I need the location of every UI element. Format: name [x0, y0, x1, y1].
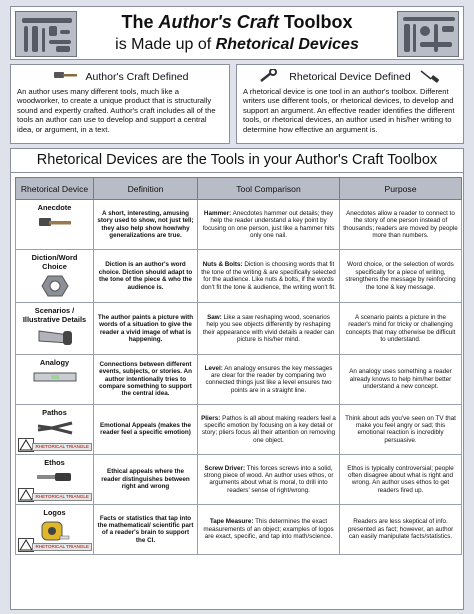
screwdriver-icon	[419, 69, 441, 86]
table-row	[16, 250, 462, 303]
level-icon	[19, 370, 90, 386]
definition-cell: Ethical appeals where the reader distinguishes between right and wrong	[94, 454, 198, 504]
saw-icon	[19, 327, 90, 351]
table-row	[16, 354, 462, 404]
pliers-icon	[19, 420, 90, 438]
tool-name: Saw:	[207, 313, 222, 321]
purpose-cell: A scenario paints a picture in the reader's mind for tricky or challenging concepts that may otherwise be difficult to understand.	[340, 303, 462, 354]
rhetorical-triangle-tag: RHETORICAL TRIANGLE	[32, 543, 92, 551]
page-title: The Author's Craft Toolbox	[121, 12, 353, 32]
tool-name: Hammer:	[203, 209, 232, 217]
table-title: Rhetorical Devices are the Tools in your Author's Craft Toolbox	[11, 149, 463, 173]
device-name: Ethos	[44, 457, 65, 467]
device-name: Pathos	[42, 407, 67, 417]
devices-table	[15, 177, 462, 555]
definition-cell: Facts or statistics that tap into the mathematical/ scientific part of a reader's brain to support the CI.	[94, 504, 198, 554]
tool-comparison-cell	[198, 354, 340, 404]
header-definition: Definition	[94, 178, 198, 200]
screwdriver-icon	[19, 470, 90, 486]
device-cell	[16, 303, 94, 354]
device-name: Diction/Word Choice	[31, 253, 78, 271]
rhetorical-triangle-tag: RHETORICAL TRIANGLE	[32, 443, 92, 451]
device-cell	[16, 354, 94, 404]
definition-cell: Connections between different events, subjects, or stories. An author intentionally tries to compare something to support the central idea.	[94, 354, 198, 404]
table-row	[16, 504, 462, 554]
device-cell	[16, 404, 94, 454]
rhetorical-device-text: A rhetorical device is one tool in an author's toolbox. Different writers use different tools, or rhetorical devices, to develop and support an argument. An effective reader identifies the different tools, or rhetorical devices, an author used in his/her writing to determine how effective an argument is.	[243, 87, 455, 134]
definition-cell: The author paints a picture with words of a situation to give the reader a vivid image of what is happening.	[94, 303, 198, 354]
tool-comparison-cell	[198, 504, 340, 554]
tool-text: Pathos is all about making readers feel a specific emotion by focusing on a key detail or story; pliers focus all their attention on removing one object.	[201, 414, 336, 444]
table-row	[16, 303, 462, 354]
toolbox-image-left	[15, 11, 77, 57]
table-row	[16, 404, 462, 454]
header-purpose: Purpose	[340, 178, 462, 200]
tool-text: This determines the exact measurements of an object; examples of logos are exact, specific, and tap into math/science.	[203, 518, 334, 541]
tool-comparison-cell	[198, 250, 340, 303]
device-cell	[16, 250, 94, 303]
device-cell	[16, 504, 94, 554]
tool-text: Diction is choosing words that fit the tone of the writing & are specifically selected for the audience. Like nuts & bolts, if the words don't fit the tone & audience, the writing won't fit.	[201, 261, 336, 291]
header-device: Rhetorical Device	[16, 178, 94, 200]
rhetorical-triangle-tag: RHETORICAL TRIANGLE	[32, 493, 92, 501]
table-row	[16, 200, 462, 250]
definition-cell: A short, interesting, amusing story used to show, not just tell; they also help show how/why generalizations are true.	[94, 200, 198, 250]
tool-text: Anecdotes hammer out details; they help the reader understand a key point by focusing on one person, just like a hammer hits only one nail.	[202, 209, 335, 239]
hammer-icon	[52, 69, 78, 86]
tool-comparison-cell	[198, 404, 340, 454]
page-subtitle: is Made up of Rhetorical Devices	[115, 36, 359, 53]
purpose-cell: Word choice, or the selection of words specifically for a piece of writing, strengthens the message by reinforcing the tone & key message.	[340, 250, 462, 303]
tool-name: Tape Measure:	[209, 518, 254, 526]
purpose-cell: An analogy uses something a reader already knows to help him/her better understand a new concept.	[340, 354, 462, 404]
wrench-icon	[259, 69, 281, 86]
tool-text: This forces screws into a solid, strong piece of wood. An author uses ethos, or arguments about what is moral, to drill into readers' sense of right/wrong.	[203, 464, 334, 494]
rhetorical-device-heading: Rhetorical Device Defined	[243, 69, 457, 85]
device-cell	[16, 454, 94, 504]
toolbox-image-right	[397, 11, 459, 57]
hammer-icon	[19, 215, 90, 237]
tool-comparison-cell	[198, 454, 340, 504]
rhetorical-device-definition-box	[236, 64, 464, 144]
device-name: Scenarios / Illustrative Details	[22, 306, 87, 325]
device-name: Analogy	[39, 357, 70, 367]
table-row	[16, 454, 462, 504]
tool-comparison-cell	[198, 303, 340, 354]
device-cell	[16, 200, 94, 250]
purpose-cell: Readers are less skeptical of info. presented as fact; however, an author can easily manipulate facts/statistics.	[340, 504, 462, 554]
definition-cell: Emotional Appeals (makes the reader feel a specific emotion)	[94, 404, 198, 454]
tool-text: An analogy ensures the key messages are clear for the reader by comparing two connected things just like a level ensures two points are in a straight line.	[205, 364, 333, 394]
device-name: Logos	[43, 507, 66, 517]
authors-craft-heading: Author's Craft Defined	[17, 69, 223, 85]
table-header-row	[16, 178, 462, 200]
header-banner	[10, 6, 464, 60]
purpose-cell: Anecdotes allow a reader to connect to the story of one person instead of thousands; readers are moved by people more than numbers.	[340, 200, 462, 250]
definition-cell: Diction is an author's word choice. Diction should adapt to the tone of the piece & who the audience is.	[94, 250, 198, 303]
authors-craft-definition-box	[10, 64, 230, 144]
tool-name: Level:	[204, 364, 223, 372]
tool-name: Pliers:	[201, 414, 221, 422]
purpose-cell: Think about ads you've seen on TV that make you feel angry or sad; this emotional reaction is incredibly persuasive.	[340, 404, 462, 454]
devices-table-section	[10, 148, 464, 610]
purpose-cell: Ethos is typically controversial; people often disagree about what is right and wrong. An author uses ethos to get readers fired up.	[340, 454, 462, 504]
tool-text: Like a saw reshaping wood, scenarios help you see objects differently by reshaping their appearance with vivid details a reader can picture is his/her mind.	[202, 313, 335, 344]
device-name: Anecdote	[37, 203, 72, 212]
nut-icon	[19, 274, 90, 300]
header-tool-comparison: Tool Comparison	[198, 178, 340, 200]
tool-name: Nuts & Bolts:	[202, 261, 243, 269]
tool-name: Screw Driver:	[204, 464, 246, 472]
tool-comparison-cell	[198, 200, 340, 250]
authors-craft-text: An author uses many different tools, much like a woodworker, to create a unique product that is structurally sound and expertly crafted. Author's craft includes all of the tools an author can use to develop and support a central idea, or argument, in a text.	[17, 87, 216, 134]
